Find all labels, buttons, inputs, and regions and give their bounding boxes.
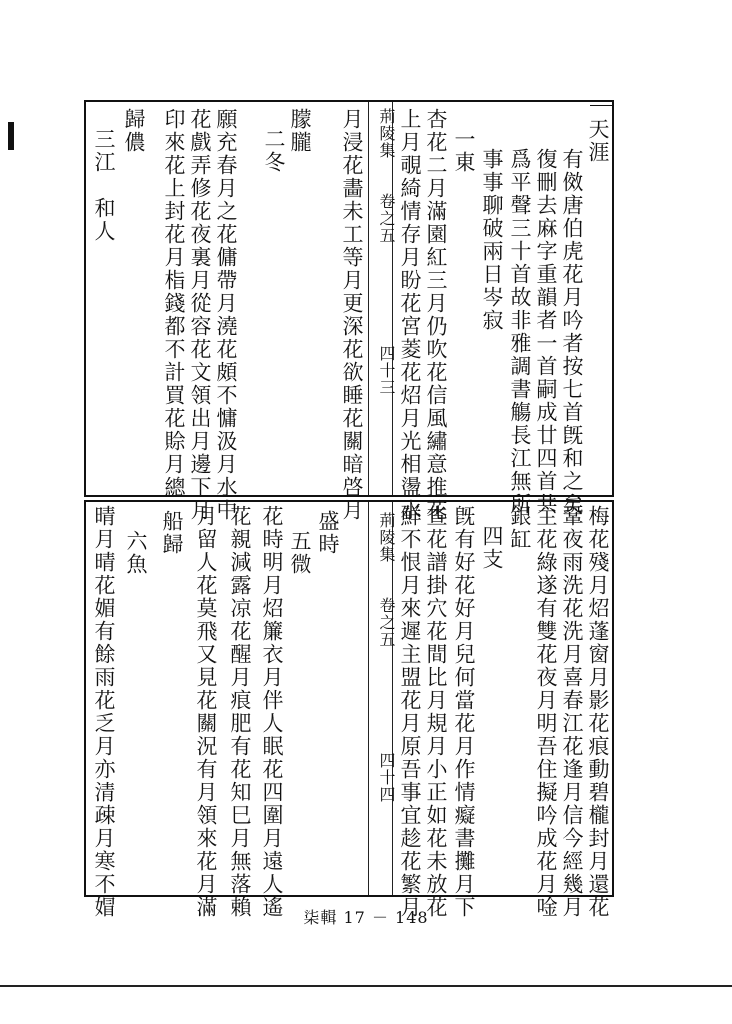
top-page-number: 四十三	[377, 345, 396, 396]
bottom-col-8: 鮮不恨月來遲主盟花月原吾事宜趁花繁月	[398, 505, 422, 919]
bottom-col-10: 五微	[288, 530, 312, 576]
bottom-col-6: 旣有好花好月兒何當花月作情癡書攤月下	[452, 505, 476, 919]
top-col-11: 二冬	[262, 128, 286, 174]
bottom-book-title: 荊陵集 卷之五	[377, 512, 396, 648]
top-col-10: 朦朧	[288, 108, 312, 154]
page-footer: 柒輯 17 － 148	[303, 908, 429, 927]
top-col-12: 願充春月之花傭帶月澆花頗不慵汲月水中	[214, 108, 238, 522]
bottom-center-rule-left	[368, 502, 369, 895]
top-col-5: 事事聊破兩日岑寂	[480, 148, 504, 332]
top-center-rule-left	[368, 102, 369, 495]
top-col-2: 有傚唐伯虎花月吟者按七首旣和之矣	[560, 148, 584, 516]
top-col-3: 復刪去麻字重韻者一首嗣成廿四首共	[534, 148, 558, 516]
top-col-14: 印來花上封花月栺錢都不計買花賒月總	[162, 108, 186, 499]
bottom-col-12: 花親減露凉花醒月痕肥有花知巳月無落賴	[228, 505, 252, 919]
top-col-13: 花戲弄修花夜裏月從容花文領出月邊下月	[188, 108, 212, 522]
bottom-page-number: 四十四	[377, 752, 396, 803]
top-col-8: 上月覗綺情存月盼花宮菱花炤月光相盪水	[398, 108, 422, 522]
top-col-1: 天涯	[586, 118, 610, 164]
bottom-divider	[0, 985, 732, 987]
bottom-col-16: 晴月晴花媚有餘雨花乏月亦清疎月寒不媢	[92, 505, 116, 919]
top-col-9: 月浸花畵未工等月更深花欲睡花關暗啓月	[340, 108, 364, 522]
top-col-16: 三江 和人	[92, 128, 116, 243]
top-col-15: 歸儂	[122, 108, 146, 154]
bottom-col-15: 六魚	[124, 530, 148, 576]
bottom-col-1: 梅花殘月炤蓬窗月影花痕動碧櫳封月還花	[586, 505, 610, 919]
top-col-7: 杏花二月滿園紅三月仍吹花信風繡意推花	[424, 108, 448, 522]
bottom-col-5: 四支	[480, 525, 504, 571]
bottom-col-4: 銀缸	[508, 505, 532, 551]
bottom-col-2: 鞏夜雨洗花洗月喜春江花逢月信今經幾月	[560, 505, 584, 919]
top-col-4: 爲平聲三十首故非雅調書觴長江無所	[508, 148, 532, 516]
top-book-title: 荊陵集 卷之五	[377, 108, 396, 244]
top-col-6: 一東	[452, 128, 476, 174]
bottom-col-14: 船歸	[160, 510, 184, 556]
bottom-col-7: 查花譜掛穴花間比月規月小正如花未放花	[424, 505, 448, 919]
binding-mark	[8, 122, 14, 150]
bottom-col-3: 主花綠遂有雙花夜月明吾住擬吟成花月唫	[534, 505, 558, 919]
bottom-col-11: 花時明月炤簾衣月伴人眠花四圍月遠人遙	[260, 505, 284, 919]
bottom-col-9: 盛時	[316, 510, 340, 556]
bottom-col-13: 月留人花莫飛又見花關況有月領來花月滿	[194, 505, 218, 919]
